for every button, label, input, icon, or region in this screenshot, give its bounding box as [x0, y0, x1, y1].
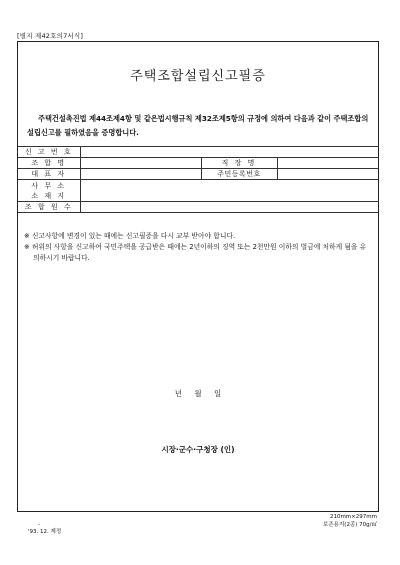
issuer-signature-line: 시장·군수·구청장 (인) — [161, 445, 235, 454]
paper-spec-footer: 210mm×297mm 보존용지(2종) 70g/㎡ — [323, 514, 377, 528]
note-item: ※ 신고사항에 변경이 있는 때에는 신고필증을 다시 교부 받아야 합니다. — [24, 232, 236, 240]
resident-number-value[interactable] — [277, 169, 379, 180]
member-count-value[interactable] — [80, 202, 379, 213]
member-count-label: 조 합 원 수 — [18, 202, 80, 213]
office-location-label: 사 무 소 소 재 지 — [18, 180, 80, 202]
document-title: 주택조합설립신고필증 — [130, 69, 266, 84]
representative-value[interactable] — [80, 169, 201, 180]
note-item: ※ 허위의 사항을 신고하여 국민주택을 공급받은 때에는 2년이하의 징역 또는 2천만원 이하의 벌금에 처하게 됨을 유의하시기 바랍니다. — [24, 243, 367, 262]
workplace-name-label: 직 장 명 — [201, 158, 277, 169]
union-name-value[interactable] — [80, 158, 201, 169]
intro-paragraph: 주택건설촉진법 제44조제4항 및 같은법시행규칙 제32조제5항의 규정에 의하여 다음과 같이 주택조합의 설립신고를 필하였음을 증명합니다. — [27, 114, 369, 137]
date-line: 년 월 일 — [174, 389, 222, 398]
enactment-footer: - '93. 12. 제정 — [28, 522, 62, 535]
table-row — [18, 180, 379, 202]
table-row — [18, 169, 379, 180]
report-number-value[interactable] — [80, 147, 379, 158]
office-location-value[interactable] — [80, 180, 379, 202]
resident-number-label: 주민등록번호 — [201, 169, 277, 180]
table-row — [18, 147, 379, 158]
workplace-name-value[interactable] — [277, 158, 379, 169]
report-number-label: 신 고 번 호 — [18, 147, 80, 158]
table-row — [18, 158, 379, 169]
form-number-label: [별지 제42호의7서식] — [17, 32, 84, 40]
table-row — [18, 202, 379, 213]
certificate-frame — [17, 41, 379, 512]
union-name-label: 조 합 명 — [18, 158, 80, 169]
representative-label: 대 표 자 — [18, 169, 80, 180]
info-table — [18, 146, 379, 213]
notes-section — [24, 231, 370, 264]
